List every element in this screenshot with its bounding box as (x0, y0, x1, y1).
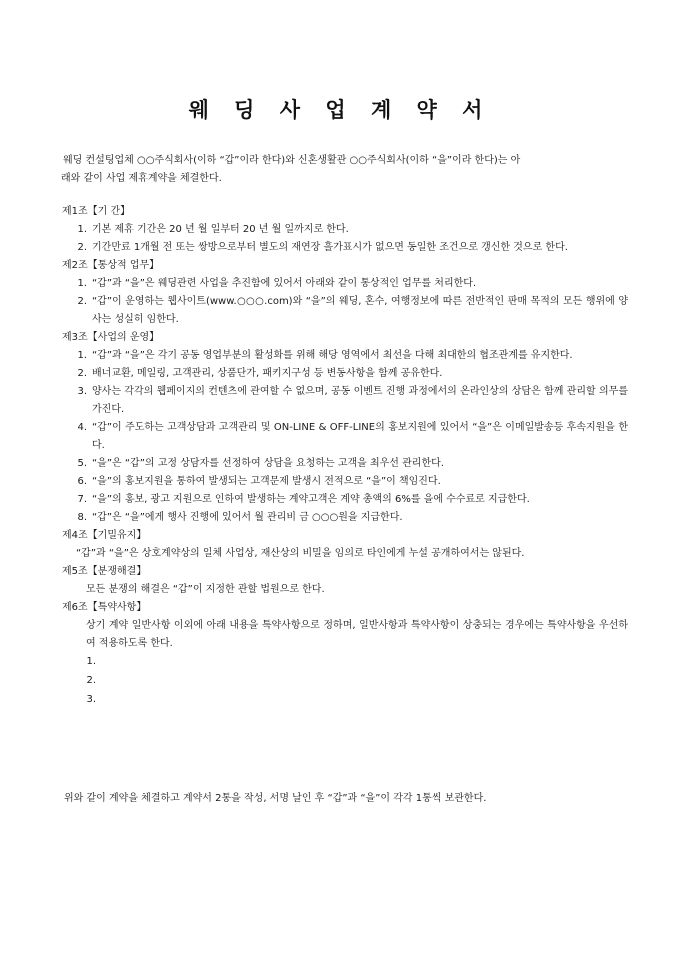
article-1-heading: 제1조【기 간】 (62, 206, 131, 217)
item-text: “갑”이 운영하는 웹사이트(www.○○○.com)와 “을”의 웨딩, 혼수, 여행정보에 따른 전반적인 판매 목적의 모든 행위에 양사는 성실히 임한다. (92, 296, 628, 325)
blank-number: 2. (86, 675, 96, 686)
item-number: 1. (77, 350, 87, 361)
article-2-heading: 제2조【통상적 업무】 (62, 260, 160, 271)
item-text: 배너교환, 메일링, 고객관리, 상품단가, 패키지구성 등 변동사항을 함께 공유한다. (92, 368, 443, 379)
item-text: “을”의 홍보지원을 통하여 발생되는 고객문제 발생시 전적으로 “을”이 책임진다. (92, 476, 441, 487)
intro-paragraph (63, 152, 623, 188)
article-3-item (62, 509, 628, 527)
item-number: 1. (77, 224, 87, 235)
blank-number: 3. (86, 694, 96, 705)
article-3-heading: 제3조【사업의 운영】 (62, 332, 160, 343)
article-4-text: “갑”과 “을”은 상호계약상의 일체 사업상, 재산상의 비밀을 임의로 타인에게 누설 공개하여서는 않된다. (76, 548, 525, 559)
article-3-item (62, 419, 628, 455)
item-text: “을”은 “갑”의 고정 상담자를 선정하여 상담을 요청하는 고객을 최우선 관리한다. (92, 458, 444, 469)
article-3-item (62, 383, 628, 419)
intro-line-1: 웨딩 컨설팅업체 ○○주식회사(이하 “갑”이라 한다)와 신혼생활관 ○○주식회사(이하 “을”이라 한다)는 아 (63, 155, 521, 166)
article-1-item (62, 239, 628, 257)
article-5-heading: 제5조【분쟁해결】 (62, 566, 147, 577)
closing-statement: 위와 같이 계약을 체결하고 계약서 2통을 작성, 서명 날인 후 “갑”과 “을”이 각각 1통씩 보관한다. (64, 793, 487, 804)
article-3-item (62, 365, 628, 383)
article-3-item (62, 473, 628, 491)
article-3-item (62, 347, 628, 365)
item-number: 6. (77, 476, 87, 487)
item-text: 기간만료 1개월 전 또는 쌍방으로부터 별도의 재연장 흘가표시가 없으면 동일한 조건으로 갱신한 것으로 한다. (92, 242, 568, 253)
article-2-item (62, 293, 628, 329)
item-text: “갑”과 “을”은 웨딩관련 사업을 추진함에 있어서 아래와 같이 통상적인 업무를 처리한다. (92, 278, 477, 289)
article-4-heading: 제4조【기밀유지】 (62, 530, 147, 541)
special-term-blank (62, 691, 628, 710)
item-text: “갑”이 주도하는 고객상담과 고객관리 및 ON-LINE & OFF-LINE의 홍보지원에 있어서 “을”은 이메일발송등 후속지원을 한다. (92, 422, 628, 451)
article-3-item (62, 455, 628, 473)
article-2-item (62, 275, 628, 293)
item-number: 4. (77, 422, 87, 433)
item-text: “갑”은 “을”에게 행사 진행에 있어서 월 관리비 금 ○○○원을 지급한다. (92, 512, 403, 523)
item-number: 2. (77, 368, 87, 379)
item-text: “을”의 홍보, 광고 지원으로 인하여 발생하는 계약고객은 계약 총액의 6%를 을에 수수료로 지급한다. (92, 494, 530, 505)
article-1-item (62, 221, 628, 239)
intro-line-2: 래와 같이 사업 제휴계약을 체결한다. (61, 173, 222, 184)
item-number: 2. (77, 296, 87, 307)
item-text: 기본 제휴 기간은 20 년 월 일부터 20 년 월 일까지로 한다. (92, 224, 349, 235)
item-number: 8. (77, 512, 87, 523)
item-text: 양사는 각각의 웹페이지의 컨텐츠에 관여할 수 없으며, 공동 이벤트 진행 과정에서의 온라인상의 상담은 함께 관리할 의무를 가진다. (92, 386, 628, 415)
special-term-blank (62, 653, 628, 672)
item-number: 7. (77, 494, 87, 505)
item-number: 5. (77, 458, 87, 469)
document-title: 웨 딩 사 업 계 약 서 (188, 98, 492, 122)
article-6-heading: 제6조【특약사항】 (62, 602, 147, 613)
contract-body (62, 203, 628, 710)
blank-number: 1. (86, 656, 96, 667)
item-number: 1. (77, 278, 87, 289)
item-number: 2. (77, 242, 87, 253)
article-3-item (62, 491, 628, 509)
item-text: “갑”과 “을”은 각기 공동 영업부분의 활성화를 위해 해당 영역에서 최선을 다해 최대한의 협조관계를 유지한다. (92, 350, 573, 361)
special-term-blank (62, 672, 628, 691)
article-6-text: 상기 계약 일반사항 이외에 아래 내용을 특약사항으로 정하며, 일반사항과 특약사항이 상충되는 경우에는 특약사항을 우선하여 적용하도록 한다. (86, 620, 628, 649)
article-5-text: 모든 분쟁의 해결은 “갑”이 지정한 관할 법원으로 한다. (86, 584, 325, 595)
item-number: 3. (77, 386, 87, 397)
